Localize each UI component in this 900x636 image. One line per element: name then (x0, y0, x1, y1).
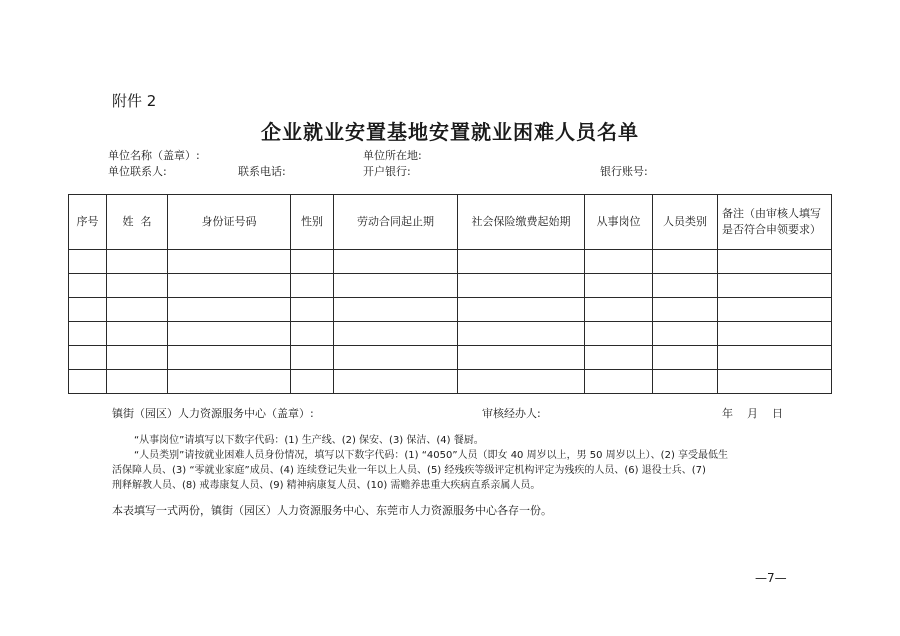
header-cell: 性别 (291, 195, 334, 250)
table-cell[interactable] (718, 346, 832, 370)
table-cell[interactable] (291, 274, 334, 298)
table-cell[interactable] (291, 370, 334, 394)
table-cell[interactable] (585, 274, 653, 298)
attachment-label: 附件 2 (112, 92, 157, 110)
note-line: “从事岗位”请填写以下数字代码：(1) 生产线、(2) 保安、(3) 保洁、(4) 餐厨。 (134, 435, 484, 446)
table-cell[interactable] (334, 370, 458, 394)
table-cell[interactable] (585, 322, 653, 346)
personnel-table (68, 194, 832, 394)
header-cell: 序号 (69, 195, 107, 250)
table-cell[interactable] (107, 322, 168, 346)
table-cell[interactable] (69, 370, 107, 394)
table-cell[interactable] (334, 322, 458, 346)
table-cell[interactable] (334, 274, 458, 298)
table-cell[interactable] (653, 298, 718, 322)
table-cell[interactable] (107, 250, 168, 274)
table-cell[interactable] (334, 250, 458, 274)
table-cell[interactable] (168, 274, 291, 298)
table-cell[interactable] (653, 250, 718, 274)
header-cell: 身份证号码 (168, 195, 291, 250)
page-number: —7— (755, 571, 787, 585)
table-cell[interactable] (458, 250, 585, 274)
table-row (69, 298, 832, 322)
unit-location-label: 单位所在地: (363, 149, 422, 162)
table-cell[interactable] (168, 322, 291, 346)
table-cell[interactable] (107, 346, 168, 370)
closing-note: 本表填写一式两份，镇街（园区）人力资源服务中心、东莞市人力资源服务中心各存一份。 (112, 504, 552, 517)
contact-phone-label: 联系电话: (238, 165, 286, 178)
header-cell: 姓 名 (107, 195, 168, 250)
table-cell[interactable] (168, 346, 291, 370)
table-cell[interactable] (69, 298, 107, 322)
header-cell: 劳动合同起止期 (334, 195, 458, 250)
note-line: 刑释解教人员、(8) 戒毒康复人员、(9) 精神病康复人员、(10) 需赡养患重大疾病直系亲属人员。 (112, 480, 541, 491)
table-cell[interactable] (653, 322, 718, 346)
table-cell[interactable] (291, 322, 334, 346)
table-cell[interactable] (107, 298, 168, 322)
note-line: 活保障人员、(3) “零就业家庭”成员、(4) 连续登记失业一年以上人员、(5) 经残疾等级评定机构评定为残疾的人员、(6) 退役士兵、(7) (112, 465, 706, 476)
table-header-row (69, 195, 832, 250)
note-line: “人员类别”请按就业困难人员身份情况，填写以下数字代码：(1) “4050”人员（即女 40 周岁以上，男 50 周岁以上）、(2) 享受最低生 (134, 450, 729, 461)
page-title: 企业就业安置基地安置就业困难人员名单 (261, 120, 639, 144)
table-cell[interactable] (168, 370, 291, 394)
unit-name-label: 单位名称（盖章）: (108, 149, 200, 162)
service-center-stamp-label: 镇街（园区）人力资源服务中心（盖章）: (112, 407, 314, 420)
table-body (69, 250, 832, 394)
table-cell[interactable] (718, 250, 832, 274)
table-cell[interactable] (585, 250, 653, 274)
table-cell[interactable] (69, 250, 107, 274)
table-cell[interactable] (653, 346, 718, 370)
reviewer-label: 审核经办人: (482, 407, 541, 420)
table-cell[interactable] (291, 298, 334, 322)
table-cell[interactable] (653, 370, 718, 394)
header-cell: 人员类别 (653, 195, 718, 250)
unit-contact-label: 单位联系人: (108, 165, 167, 178)
notes (112, 433, 728, 493)
table-cell[interactable] (718, 274, 832, 298)
table-cell[interactable] (107, 274, 168, 298)
table-cell[interactable] (458, 346, 585, 370)
table-cell[interactable] (168, 250, 291, 274)
table-cell[interactable] (458, 322, 585, 346)
table-row (69, 274, 832, 298)
header-cell: 从事岗位 (585, 195, 653, 250)
table-cell[interactable] (291, 346, 334, 370)
table-cell[interactable] (69, 274, 107, 298)
table-cell[interactable] (69, 346, 107, 370)
table-cell[interactable] (585, 346, 653, 370)
bank-account-label: 银行账号: (600, 165, 648, 178)
table-cell[interactable] (458, 298, 585, 322)
table-cell[interactable] (168, 298, 291, 322)
table-cell[interactable] (653, 274, 718, 298)
header-cell: 社会保险缴费起始期 (458, 195, 585, 250)
table-cell[interactable] (718, 322, 832, 346)
table-cell[interactable] (291, 250, 334, 274)
table-cell[interactable] (458, 274, 585, 298)
table-cell[interactable] (718, 370, 832, 394)
table-cell[interactable] (334, 298, 458, 322)
table-cell[interactable] (458, 370, 585, 394)
table-cell[interactable] (69, 322, 107, 346)
table-cell[interactable] (718, 298, 832, 322)
table-row (69, 322, 832, 346)
header-cell: 备注（由审核人填写是否符合申领要求） (718, 195, 832, 250)
table-cell[interactable] (334, 346, 458, 370)
table-cell[interactable] (585, 370, 653, 394)
table-cell[interactable] (585, 298, 653, 322)
table-cell[interactable] (107, 370, 168, 394)
table-row (69, 370, 832, 394)
date-label: 年 月 日 (722, 407, 783, 420)
table-row (69, 346, 832, 370)
bank-label: 开户银行: (363, 165, 411, 178)
table-row (69, 250, 832, 274)
